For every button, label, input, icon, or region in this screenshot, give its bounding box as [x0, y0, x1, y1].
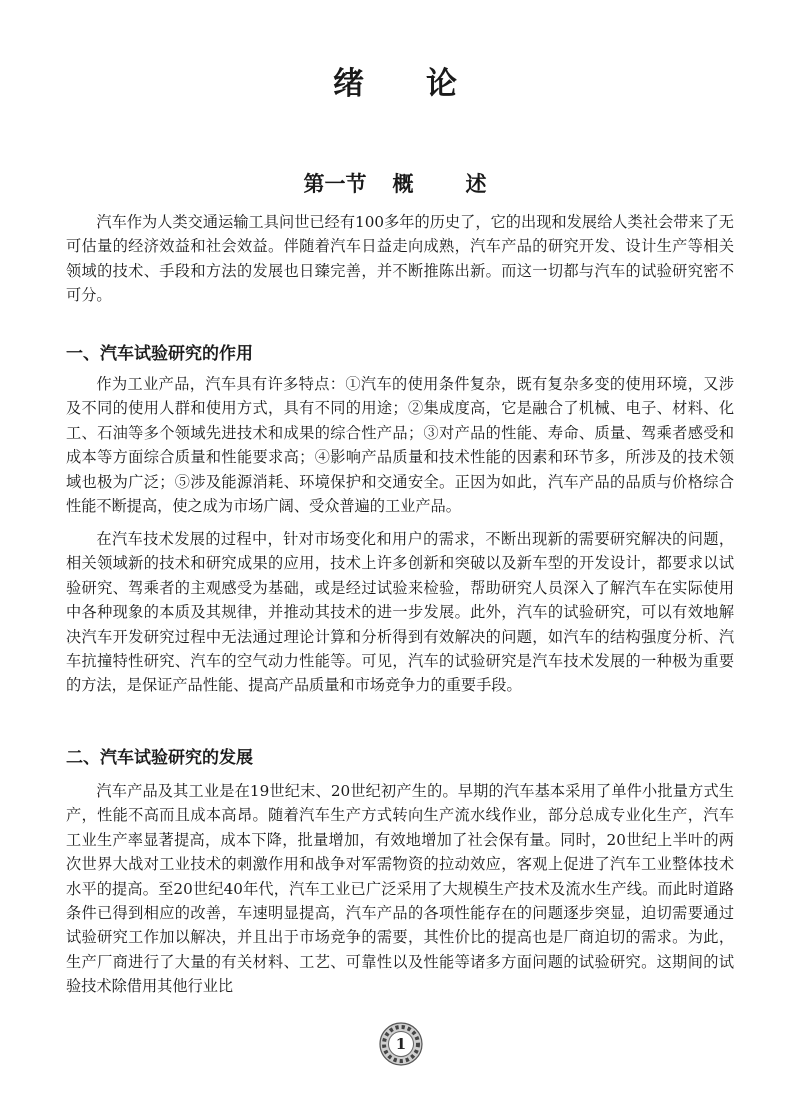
heading-role-of-testing: 一、汽车试验研究的作用 [66, 344, 253, 364]
body-paragraph: 作为工业产品，汽车具有许多特点：①汽车的使用条件复杂，既有复杂多变的使用环境，又涉及不同的使用人群和使用方式，具有不同的用途；②集成度高，它是融合了机械、电子、材料、化工、石油等多个领域先进技术和成果的综合性产品；③对产品的性能、寿命、质量、驾乘者感受和成本等方面综合质量和性能要求高；④影响产品质量和技术性能的因素和环节多，所涉及的技术领域也极为广泛；⑤涉及能源消耗、环境保护和交通安全。正因为如此，汽车产品的品质与价格综合性能不断提高，使之成为市场广阔、受众普遍的工业产品。 [66, 375, 734, 516]
section-title-char-2: 述 [465, 171, 487, 196]
section-title [0, 168, 790, 198]
body-paragraph: 汽车产品及其工业是在19世纪末、20世纪初产生的。早期的汽车基本采用了单件小批量方式生产，性能不高而且成本高昂。随着汽车生产方式转向生产流水线作业，部分总成专业化生产，汽车工业生产率显著提高，成本下降，批量增加，有效地增加了社会保有量。同时，20世纪上半叶的两次世界大战对工业技术的刺激作用和战争对军需物资的拉动效应，客观上促进了汽车工业整体技术水平的提高。至20世纪40年代，汽车工业已广泛采用了大规模生产技术及流水生产线。而此时道路条件已得到相应的改善，车速明显提高，汽车产品的各项性能存在的问题逐步突显，迫切需要通过试验研究工作加以解决，并且出于市场竞争的需要，其性价比的提高也是厂商迫切的需求。为此，生产厂商进行了大量的有关材料、工艺、可靠性以及性能等诸多方面问题的试验研究。这期间的试验技术除借用其他行业比 [66, 782, 734, 996]
page-number: 1 [395, 1035, 407, 1053]
chapter-title-char-1: 绪 [333, 66, 364, 102]
section-label: 第一节 [303, 171, 367, 196]
heading-development-of-testing: 二、汽车试验研究的发展 [66, 748, 253, 768]
chapter-title [0, 58, 790, 103]
intro-paragraph: 汽车作为人类交通运输工具问世已经有100多年的历史了，它的出现和发展给人类社会带来了无可估量的经济效益和社会效益。伴随着汽车日益走向成熟，汽车产品的研究开发、设计生产等相关领域的技术、手段和方法的发展也日臻完善，并不断推陈出新。而这一切都与汽车的试验研究密不可分。 [66, 213, 734, 305]
chapter-title-char-2: 论 [426, 66, 457, 102]
body-paragraph: 在汽车技术发展的过程中，针对市场变化和用户的需求，不断出现新的需要研究解决的问题，相关领域新的技术和研究成果的应用，技术上许多创新和突破以及新车型的开发设计，都要求以试验研究、驾乘者的主观感受为基础，或是经过试验来检验，帮助研究人员深入了解汽车在实际使用中各种现象的本质及其规律，并推动其技术的进一步发展。此外，汽车的试验研究，可以有效地解决汽车开发研究过程中无法通过理论计算和分析得到有效解决的问题，如汽车的结构强度分析、汽车抗撞特性研究、汽车的空气动力性能等。可见，汽车的试验研究是汽车技术发展的一种极为重要的方法，是保证产品性能、提高产品质量和市场竞争力的重要手段。 [66, 530, 734, 695]
section-title-char-1: 概 [392, 171, 414, 196]
